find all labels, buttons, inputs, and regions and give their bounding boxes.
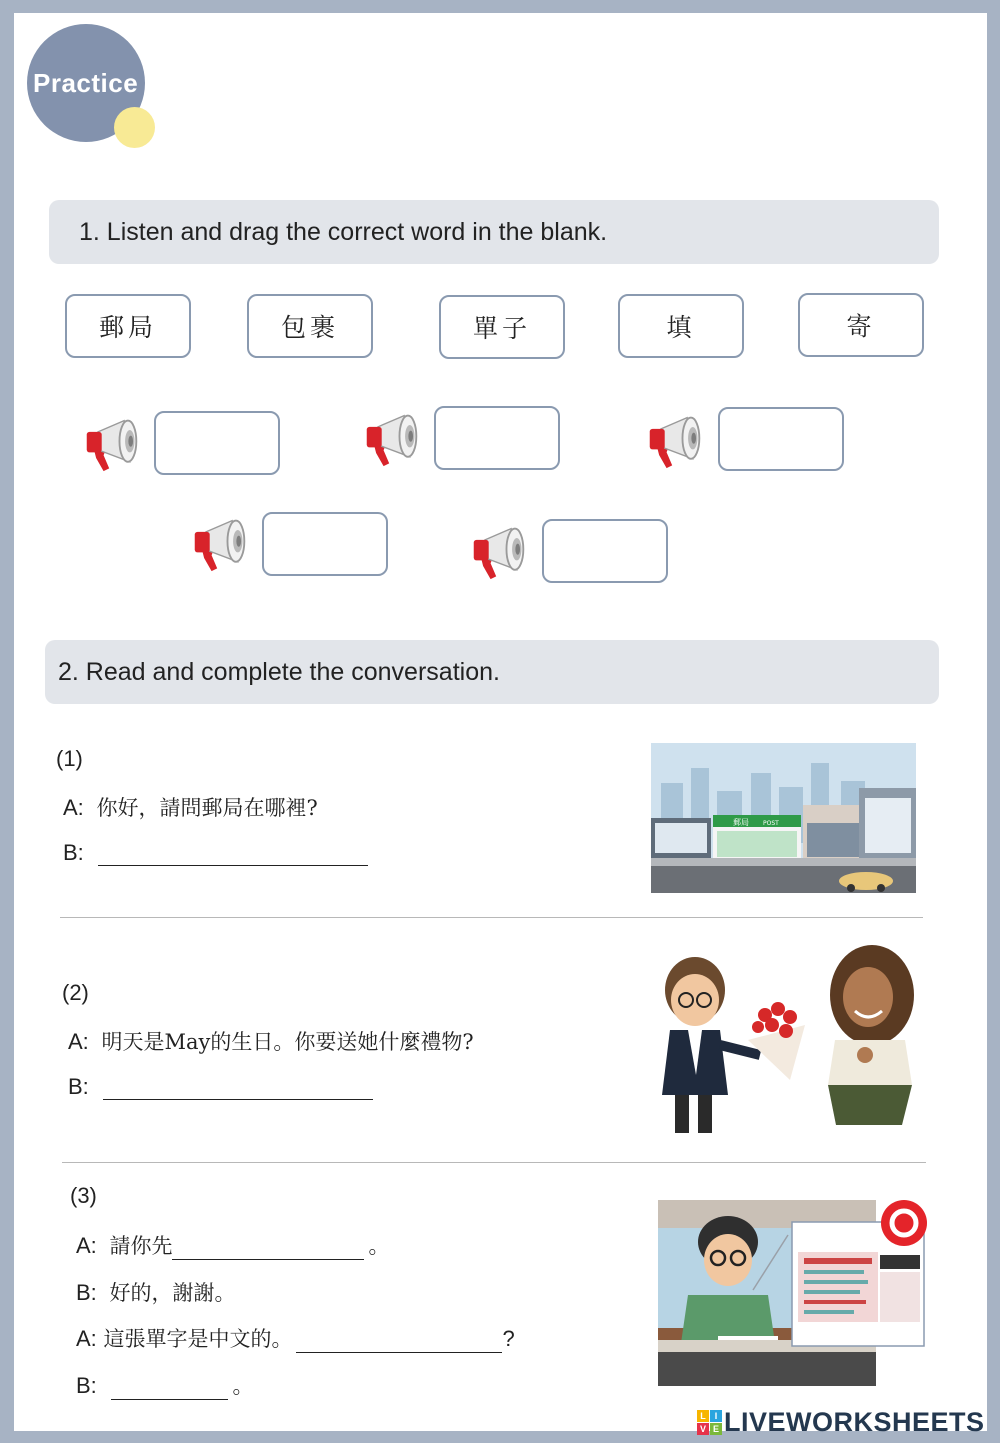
divider-2 — [62, 1162, 926, 1163]
question-3-number: (3) — [70, 1183, 97, 1208]
question-3-line-3 — [76, 1323, 515, 1353]
word-tile-2[interactable] — [247, 294, 373, 358]
question-2-number: (2) — [62, 980, 89, 1005]
section-2-header — [45, 640, 939, 704]
filling-form-image — [658, 1200, 930, 1386]
question-3-line-4 — [76, 1370, 253, 1400]
speaker-a: A: — [68, 1029, 89, 1054]
question-2-answer-input[interactable] — [103, 1075, 373, 1100]
word-tile-1[interactable] — [65, 294, 191, 358]
badge-decoration-dot — [114, 107, 155, 148]
speaker-a: A: — [76, 1326, 97, 1351]
question-3-answer-input-1[interactable] — [172, 1235, 364, 1260]
logo-tiles-icon — [697, 1410, 722, 1435]
question-2-line-b — [68, 1074, 373, 1100]
question-3-line-4-end: 。 — [232, 1374, 254, 1398]
question-3-answer-input-3[interactable] — [111, 1375, 228, 1400]
word-tile-5[interactable] — [798, 293, 924, 357]
question-1-line-a — [63, 792, 318, 822]
question-2-line-a — [68, 1026, 474, 1056]
answer-blank-3[interactable] — [718, 407, 844, 471]
logo-text: LIVEWORKSHEETS — [724, 1407, 985, 1437]
megaphone-icon[interactable] — [467, 523, 531, 581]
divider-1 — [60, 917, 923, 918]
question-1-prompt: 你好，請問郵局在哪裡? — [96, 796, 318, 820]
question-3-line-1 — [76, 1230, 389, 1260]
answer-blank-2[interactable] — [434, 406, 560, 470]
word-tile-2-label: 包裹 — [280, 313, 339, 342]
section-1-title: 1. Listen and drag the correct word in the blank. — [79, 217, 608, 246]
megaphone-icon[interactable] — [188, 515, 252, 573]
question-3-line-2 — [76, 1277, 235, 1307]
question-1-number: (1) — [56, 746, 83, 771]
answer-blank-1[interactable] — [154, 411, 280, 475]
megaphone-icon[interactable] — [80, 415, 144, 473]
logo-tile-e: E — [710, 1423, 722, 1435]
word-tile-4-label: 填 — [666, 313, 696, 342]
question-1-line-b — [63, 840, 368, 866]
logo-tile-v: V — [697, 1423, 709, 1435]
megaphone-icon[interactable] — [360, 410, 424, 468]
practice-badge-label: Practice — [33, 67, 139, 98]
liveworksheets-logo — [697, 1407, 985, 1438]
post-office-street-image — [651, 743, 916, 893]
question-3-line-2-text: 好的，謝謝。 — [109, 1281, 236, 1305]
section-1-header — [49, 200, 939, 264]
speaker-a: A: — [76, 1233, 97, 1258]
post-office-sign: 郵局 — [733, 818, 749, 827]
speaker-b: B: — [76, 1373, 97, 1398]
question-3-answer-input-2[interactable] — [296, 1328, 502, 1353]
megaphone-icon[interactable] — [643, 412, 707, 470]
answer-blank-4[interactable] — [262, 512, 388, 576]
logo-tile-i: I — [710, 1410, 722, 1422]
section-2-title: 2. Read and complete the conversation. — [58, 657, 500, 686]
question-3-line-1-end: 。 — [368, 1234, 390, 1258]
word-tile-5-label: 寄 — [846, 312, 876, 341]
question-3-line-3-end: ? — [502, 1326, 515, 1351]
answer-blank-5[interactable] — [542, 519, 668, 583]
word-tile-1-label: 郵局 — [98, 313, 157, 342]
question-1-answer-input[interactable] — [98, 841, 368, 866]
word-tile-3-label: 單子 — [472, 314, 531, 343]
question-3-line-1-text: 請你先 — [109, 1234, 173, 1258]
word-tile-4[interactable] — [618, 294, 744, 358]
word-tile-3[interactable] — [439, 295, 565, 359]
speaker-a: A: — [63, 795, 84, 820]
speaker-b: B: — [68, 1074, 89, 1099]
gift-flowers-image — [640, 945, 930, 1135]
post-office-sign-en: POST — [763, 820, 779, 827]
speaker-b: B: — [76, 1280, 97, 1305]
question-2-prompt: 明天是May的生日。你要送她什麼禮物? — [101, 1030, 474, 1054]
speaker-b: B: — [63, 840, 84, 865]
question-3-line-3-text: 這張單字是中文的。 — [103, 1327, 293, 1351]
logo-tile-l: L — [697, 1410, 709, 1422]
